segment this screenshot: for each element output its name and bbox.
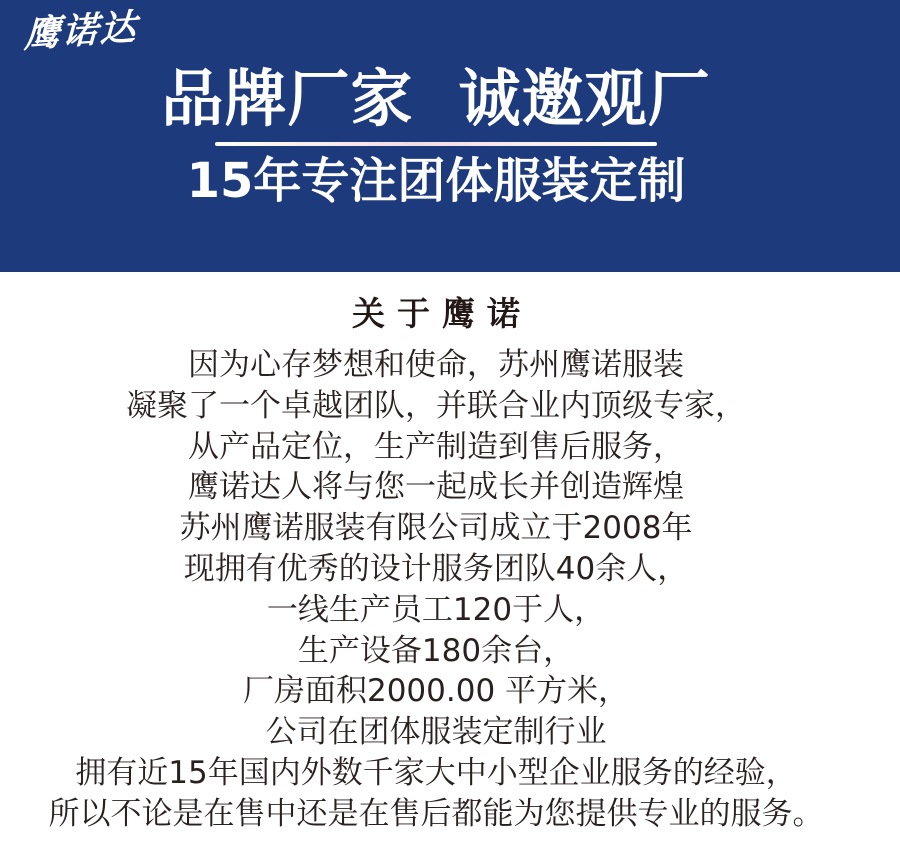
about-line: 现拥有优秀的设计服务团队40余人， bbox=[183, 550, 689, 587]
about-heading: 关于鹰诺 bbox=[352, 294, 532, 333]
about-line: 一线生产员工120于人， bbox=[266, 591, 606, 628]
banner-header bbox=[0, 0, 900, 272]
about-text-block bbox=[0, 345, 872, 835]
banner-divider bbox=[215, 142, 657, 146]
about-line: 凝聚了一个卓越团队，并联合业内顶级专家， bbox=[126, 387, 746, 424]
about-section bbox=[0, 272, 900, 835]
about-line: 因为心存梦想和使命，苏州鹰诺服装 bbox=[188, 347, 684, 383]
about-line: 苏州鹰诺服装有限公司成立于2008年 bbox=[179, 510, 693, 547]
banner-subtitle: 15年专注团体服装定制 bbox=[186, 153, 686, 210]
about-line: 从产品定位，生产制造到售后服务， bbox=[188, 428, 684, 465]
about-line: 所以不论是在售中还是在售后都能为您提供专业的服务。 bbox=[48, 795, 824, 832]
about-line: 鹰诺达人将与您一起成长并创造辉煌 bbox=[188, 469, 684, 506]
about-line: 生产设备180余台， bbox=[297, 632, 575, 669]
banner-title: 品牌厂家 诚邀观厂 bbox=[161, 62, 711, 135]
brand-logo: 鹰诺达 bbox=[23, 6, 139, 57]
about-line: 拥有近15年国内外数千家大中小型企业服务的经验， bbox=[75, 754, 797, 791]
about-line: 公司在团体服装定制行业 bbox=[265, 714, 607, 751]
about-line: 厂房面积2000.00 平方米， bbox=[242, 673, 630, 710]
